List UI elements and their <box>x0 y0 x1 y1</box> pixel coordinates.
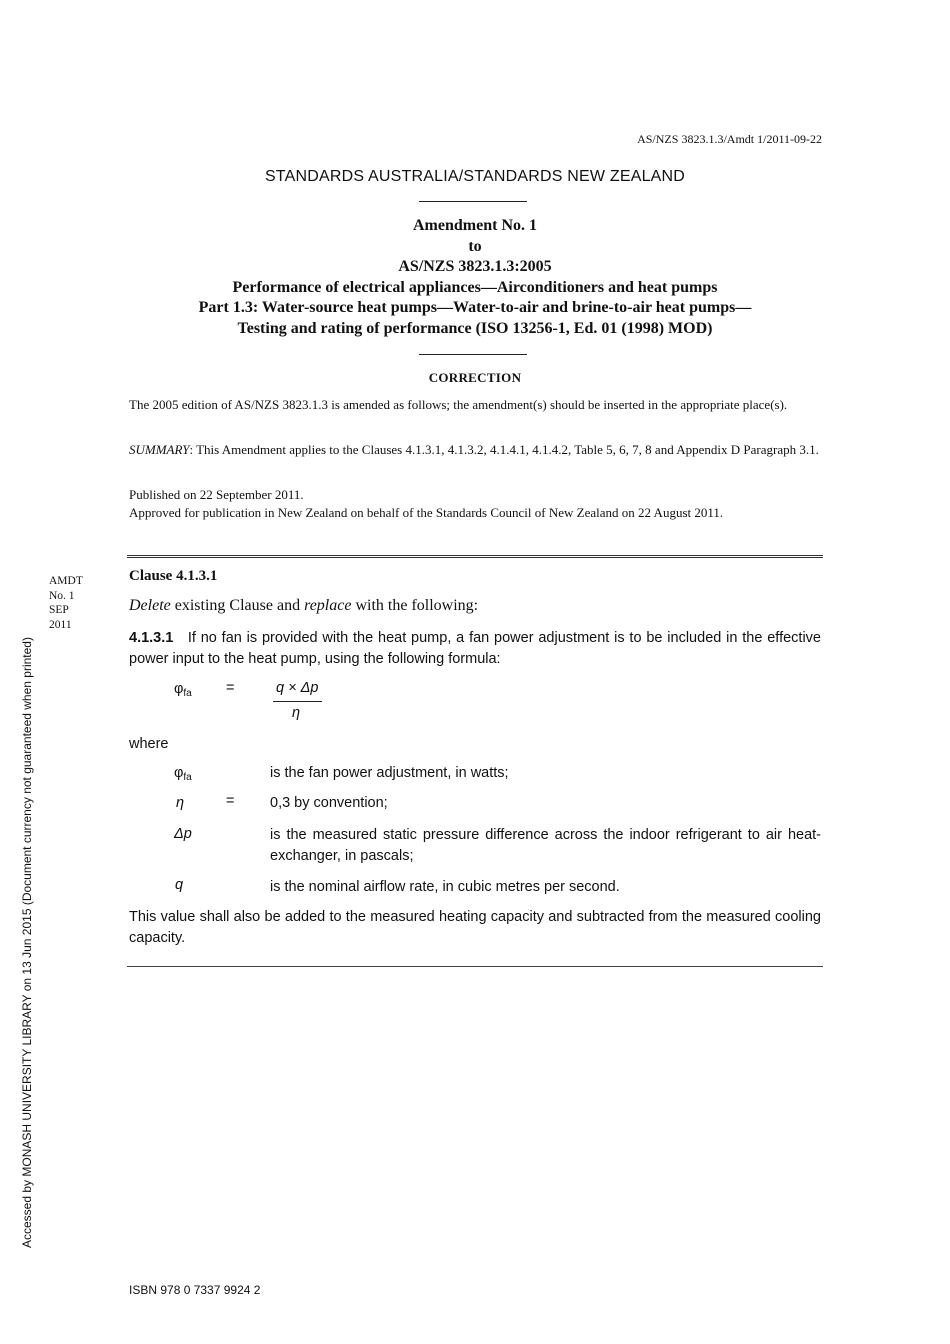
amendment-instruction <box>129 597 478 615</box>
margin-note-line: AMDT <box>49 575 83 587</box>
definition-text: is the nominal airflow rate, in cubic metres per second. <box>270 879 620 895</box>
phi-symbol: φ <box>174 765 184 781</box>
clause-number: 4.1.3.1 <box>129 630 174 646</box>
definition-text: 0,3 by convention; <box>270 795 388 811</box>
organisation-heading: STANDARDS AUSTRALIA/STANDARDS NEW ZEALAND <box>264 168 686 185</box>
amendment-number: Amendment No. 1 <box>413 217 537 234</box>
formula-numerator: q × Δp <box>276 680 319 696</box>
definition-symbol: η <box>176 795 185 811</box>
definition-text: is the fan power adjustment, in watts; <box>270 765 509 781</box>
standard-title: Performance of electrical appliances—Airconditioners and heat pumps <box>232 278 718 296</box>
instruction-delete: Delete <box>129 597 171 614</box>
instruction-end: with the following: <box>351 597 479 614</box>
summary-label: SUMMARY <box>129 442 190 457</box>
isbn: ISBN 978 0 7337 9924 2 <box>129 1283 261 1297</box>
title-to: to <box>468 237 482 255</box>
intro-paragraph: The 2005 edition of AS/NZS 3823.1.3 is amended as follows; the amendment(s) should be inserted in the appropriate place(s). <box>129 397 788 412</box>
clause-heading: Clause 4.1.3.1 <box>129 568 218 584</box>
where-label: where <box>129 736 169 752</box>
instruction-replace: replace <box>304 597 352 614</box>
definition-symbol: Δp <box>174 826 192 842</box>
title-divider-bottom <box>419 354 527 355</box>
amendment-margin-note <box>49 574 83 632</box>
clause-text: If no fan is provided with the heat pump, a fan power adjustment is to be included in the effective power input to the heat pump, using the following formula: <box>129 630 821 667</box>
standard-number: AS/NZS 3823.1.3:2005 <box>398 258 552 276</box>
phi-subscript: fa <box>183 688 192 699</box>
end-divider <box>127 966 823 967</box>
summary-paragraph <box>129 441 821 459</box>
clause-paragraph <box>129 628 821 669</box>
definition-symbol <box>174 765 192 783</box>
definition-equals: = <box>226 793 235 809</box>
summary-text: : This Amendment applies to the Clauses 4.1.3.1, 4.1.3.2, 4.1.4.1, 4.1.4.2, Table 5, 6, 7, 8 and Appendix D Paragraph 3.1. <box>189 442 819 457</box>
definition-symbol: q <box>175 877 184 893</box>
definition-text: is the measured static pressure difference across the indoor refrigerant to air heat-exchanger, in pascals; <box>270 827 821 864</box>
publication-paragraph <box>129 486 821 521</box>
title-block <box>0 216 950 340</box>
section-divider <box>127 555 823 558</box>
phi-subscript: fa <box>183 772 192 783</box>
standard-subtitle: Testing and rating of performance (ISO 13256-1, Ed. 01 (1998) MOD) <box>237 319 713 337</box>
closing-paragraph: This value shall also be added to the measured heating capacity and subtracted from the measured cooling capacity. <box>129 909 821 946</box>
approval-note: Approved for publication in New Zealand on behalf of the Standards Council of New Zealand on 22 August 2011. <box>129 504 724 520</box>
title-divider-top <box>419 201 527 202</box>
phi-symbol: φ <box>174 681 184 697</box>
standard-part: Part 1.3: Water-source heat pumps—Water-to-air and brine-to-air heat pumps— <box>198 299 752 317</box>
correction-heading: CORRECTION <box>428 370 522 385</box>
formula-lhs <box>174 681 192 699</box>
margin-note-line: 2011 <box>49 618 72 631</box>
access-notice: Accessed by MONASH UNIVERSITY LIBRARY on 13 Jun 2015 (Document currency not guaranteed when printed) <box>20 637 34 1248</box>
published-date: Published on 22 September 2011. <box>129 487 304 502</box>
margin-note-line: No. 1 <box>49 589 75 602</box>
instruction-mid: existing Clause and <box>170 597 305 614</box>
formula-equals: = <box>226 680 235 696</box>
formula-denominator: η <box>292 705 301 721</box>
fraction-bar <box>273 701 322 702</box>
margin-note-line: SEP <box>49 604 69 616</box>
document-reference: AS/NZS 3823.1.3/Amdt 1/2011-09-22 <box>637 132 822 146</box>
